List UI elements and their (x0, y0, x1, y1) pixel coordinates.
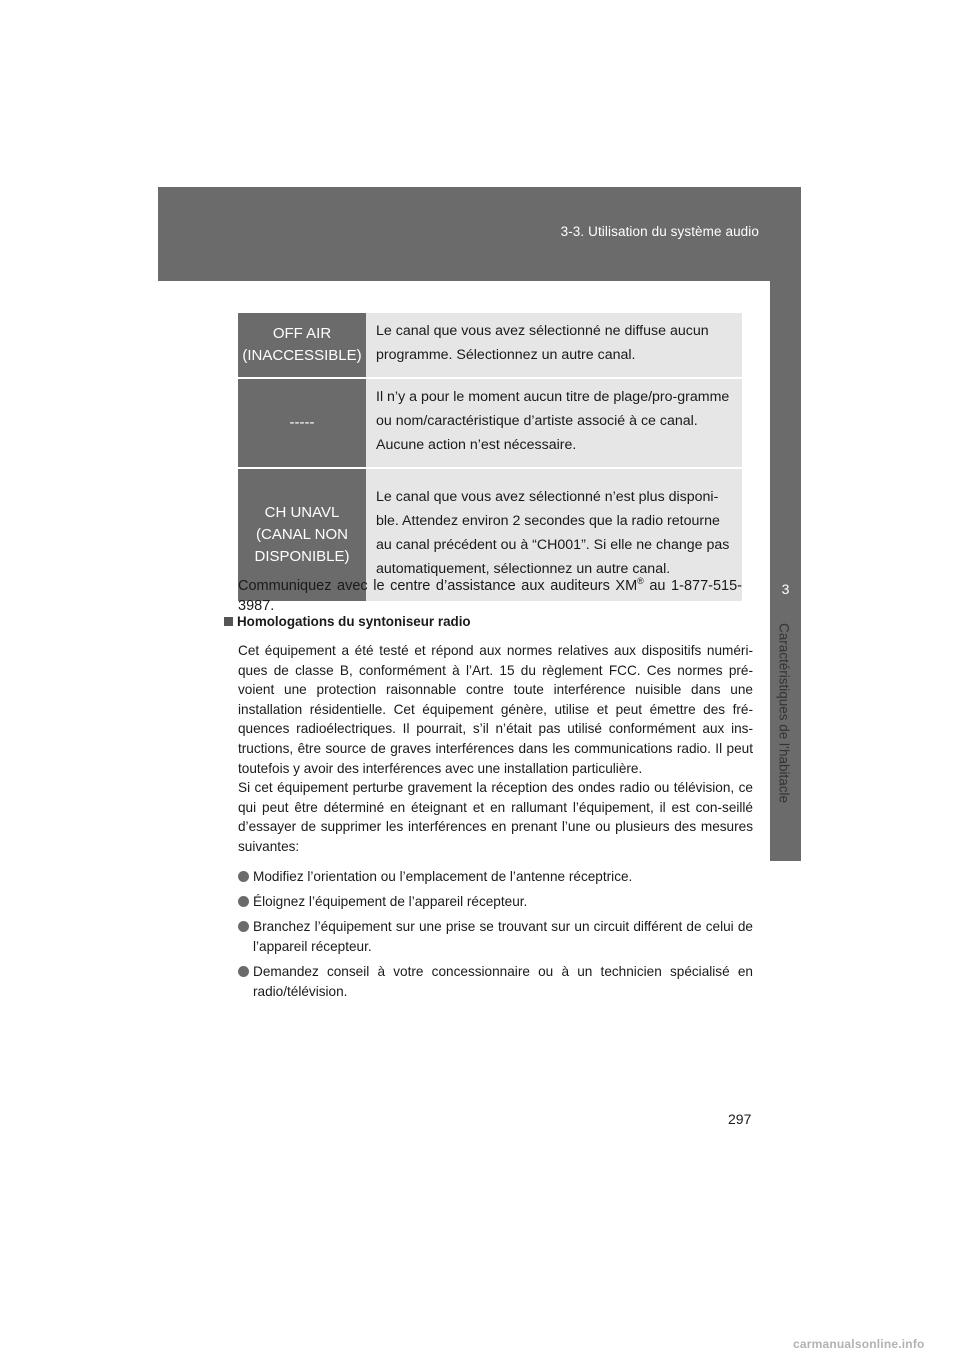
list-item-text: Demandez conseil à votre concessionnaire ou à un technicien spécialisé en radio/télévision. (253, 964, 753, 999)
status-code: ----- (238, 377, 366, 467)
status-description: Le canal que vous avez sélectionné n’est plus disponi-ble. Attendez environ 2 secondes que la radio retourne au canal précédent ou à “CH001”. Si elle ne change pas automatiquement, sélectionnez un autre canal. (366, 467, 742, 601)
list-item-text: Modifiez l’orientation ou l’emplacement de l’antenne réceptrice. (253, 869, 633, 884)
bullet-dot-icon (238, 921, 249, 932)
bullet-dot-icon (238, 871, 249, 882)
contact-text-before: Communiquez avec le centre d’assistance aux auditeurs XM (238, 577, 638, 594)
status-code: OFF AIR (INACCESSIBLE) (238, 313, 366, 377)
list-item (238, 892, 753, 912)
list-item (238, 867, 753, 887)
chapter-number: 3 (781, 581, 790, 597)
section-header-bar (158, 187, 801, 281)
list-item (238, 962, 753, 1001)
page-number: 297 (728, 1111, 752, 1127)
bullet-dot-icon (238, 896, 249, 907)
status-description: Il n’y a pour le moment aucun titre de plage/pro-gramme ou nom/caractéristique d’artiste associé à ce canal. Aucune action n’est nécessaire. (366, 377, 742, 467)
paragraph-interference: Si cet équipement perturbe gravement la réception des ondes radio ou télévision, ce qui peut être déterminé en éteignant et en rallumant l’équipement, il est con-seillé d’essayer de supprimer les interférences en prenant l’une ou plusieurs des mesures suivantes: (238, 780, 753, 854)
section-heading-text: Homologations du syntoniseur radio (237, 614, 471, 629)
square-bullet-icon (224, 617, 233, 626)
bullet-dot-icon (238, 966, 249, 977)
chapter-label: Caractéristiques de l’habitacle (776, 622, 792, 804)
watermark-logo: carmanualsonline.info (793, 1337, 925, 1351)
table-row (238, 313, 742, 377)
status-message-table (238, 313, 742, 601)
list-item-text: Branchez l’équipement sur une prise se trouvant sur un circuit différent de celui de l’appareil récepteur. (253, 919, 753, 954)
section-title: 3-3. Utilisation du système audio (560, 224, 759, 239)
table-row (238, 377, 742, 467)
registered-mark: ® (637, 576, 644, 586)
contact-phone: au 1-877-515-3987. (238, 577, 742, 614)
paragraph-fcc: Cet équipement a été testé et répond aux normes relatives aux dispositifs numéri-ques de classe B, conformément à l’Art. 15 du règlement FCC. Ces normes pré-voient une protection raisonnable contre toute interférence nuisible dans une installation résidentielle. Cet équipement génère, utilise et peut émettre des fré-quences radioélectriques. Il pourrait, s’il n’était pas utilisé conformément aux ins-tructions, être source de graves interférences dans les communications radio. Il peut toutefois y avoir des interférences avec une installation particulière. (238, 643, 753, 776)
status-code: CH UNAVL (CANAL NON DISPONIBLE) (238, 467, 366, 601)
status-description: Le canal que vous avez sélectionné ne diffuse aucun programme. Sélectionnez un autre canal. (366, 313, 742, 377)
list-item-text: Éloignez l’équipement de l’appareil récepteur. (253, 894, 528, 909)
section-heading (224, 614, 471, 629)
contact-text (238, 571, 742, 616)
list-item (238, 917, 753, 956)
